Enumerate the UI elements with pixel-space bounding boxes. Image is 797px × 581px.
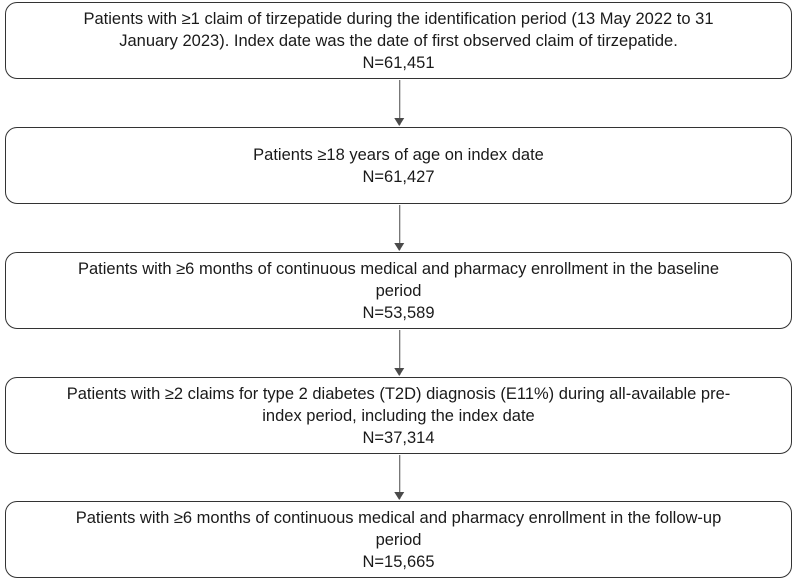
step-count: N=53,589 xyxy=(362,303,435,322)
step-text-line: January 2023). Index date was the date of first observed claim of tirzepatide. xyxy=(119,31,678,50)
step-count: N=15,665 xyxy=(362,552,435,571)
step-text-line: period xyxy=(375,281,422,300)
step-text-line: Patients ≥18 years of age on index date xyxy=(253,145,544,164)
step-text-line: Patients with ≥1 claim of tirzepatide during the identification period (13 May 2022 to 31 xyxy=(83,9,714,28)
step-text-line: Patients with ≥6 months of continuous medical and pharmacy enrollment in the baseline xyxy=(78,259,719,278)
step-text-line: Patients with ≥6 months of continuous medical and pharmacy enrollment in the follow-up xyxy=(75,508,722,527)
flow-step-identification xyxy=(5,2,792,79)
flow-step-followup-enrollment xyxy=(5,501,792,578)
step-text-line: Patients with ≥2 claims for type 2 diabetes (T2D) diagnosis (E11%) during all-available pre- xyxy=(66,384,731,403)
down-arrow-1 xyxy=(399,80,400,125)
down-arrow-2 xyxy=(399,205,400,250)
arrowhead xyxy=(395,368,405,376)
flow-step-baseline-enrollment xyxy=(5,252,792,329)
arrowhead xyxy=(395,492,405,500)
step-count: N=61,451 xyxy=(362,53,435,72)
step-text-line: index period, including the index date xyxy=(262,406,535,425)
step-count: N=37,314 xyxy=(362,428,435,447)
down-arrow-3 xyxy=(399,330,400,375)
down-arrow-4 xyxy=(399,455,400,499)
arrowhead xyxy=(395,243,405,251)
flow-step-age xyxy=(5,127,792,204)
arrowhead xyxy=(395,118,405,126)
step-text-line: period xyxy=(375,530,422,549)
step-count: N=61,427 xyxy=(362,167,435,186)
flow-step-t2d-diagnosis xyxy=(5,377,792,454)
